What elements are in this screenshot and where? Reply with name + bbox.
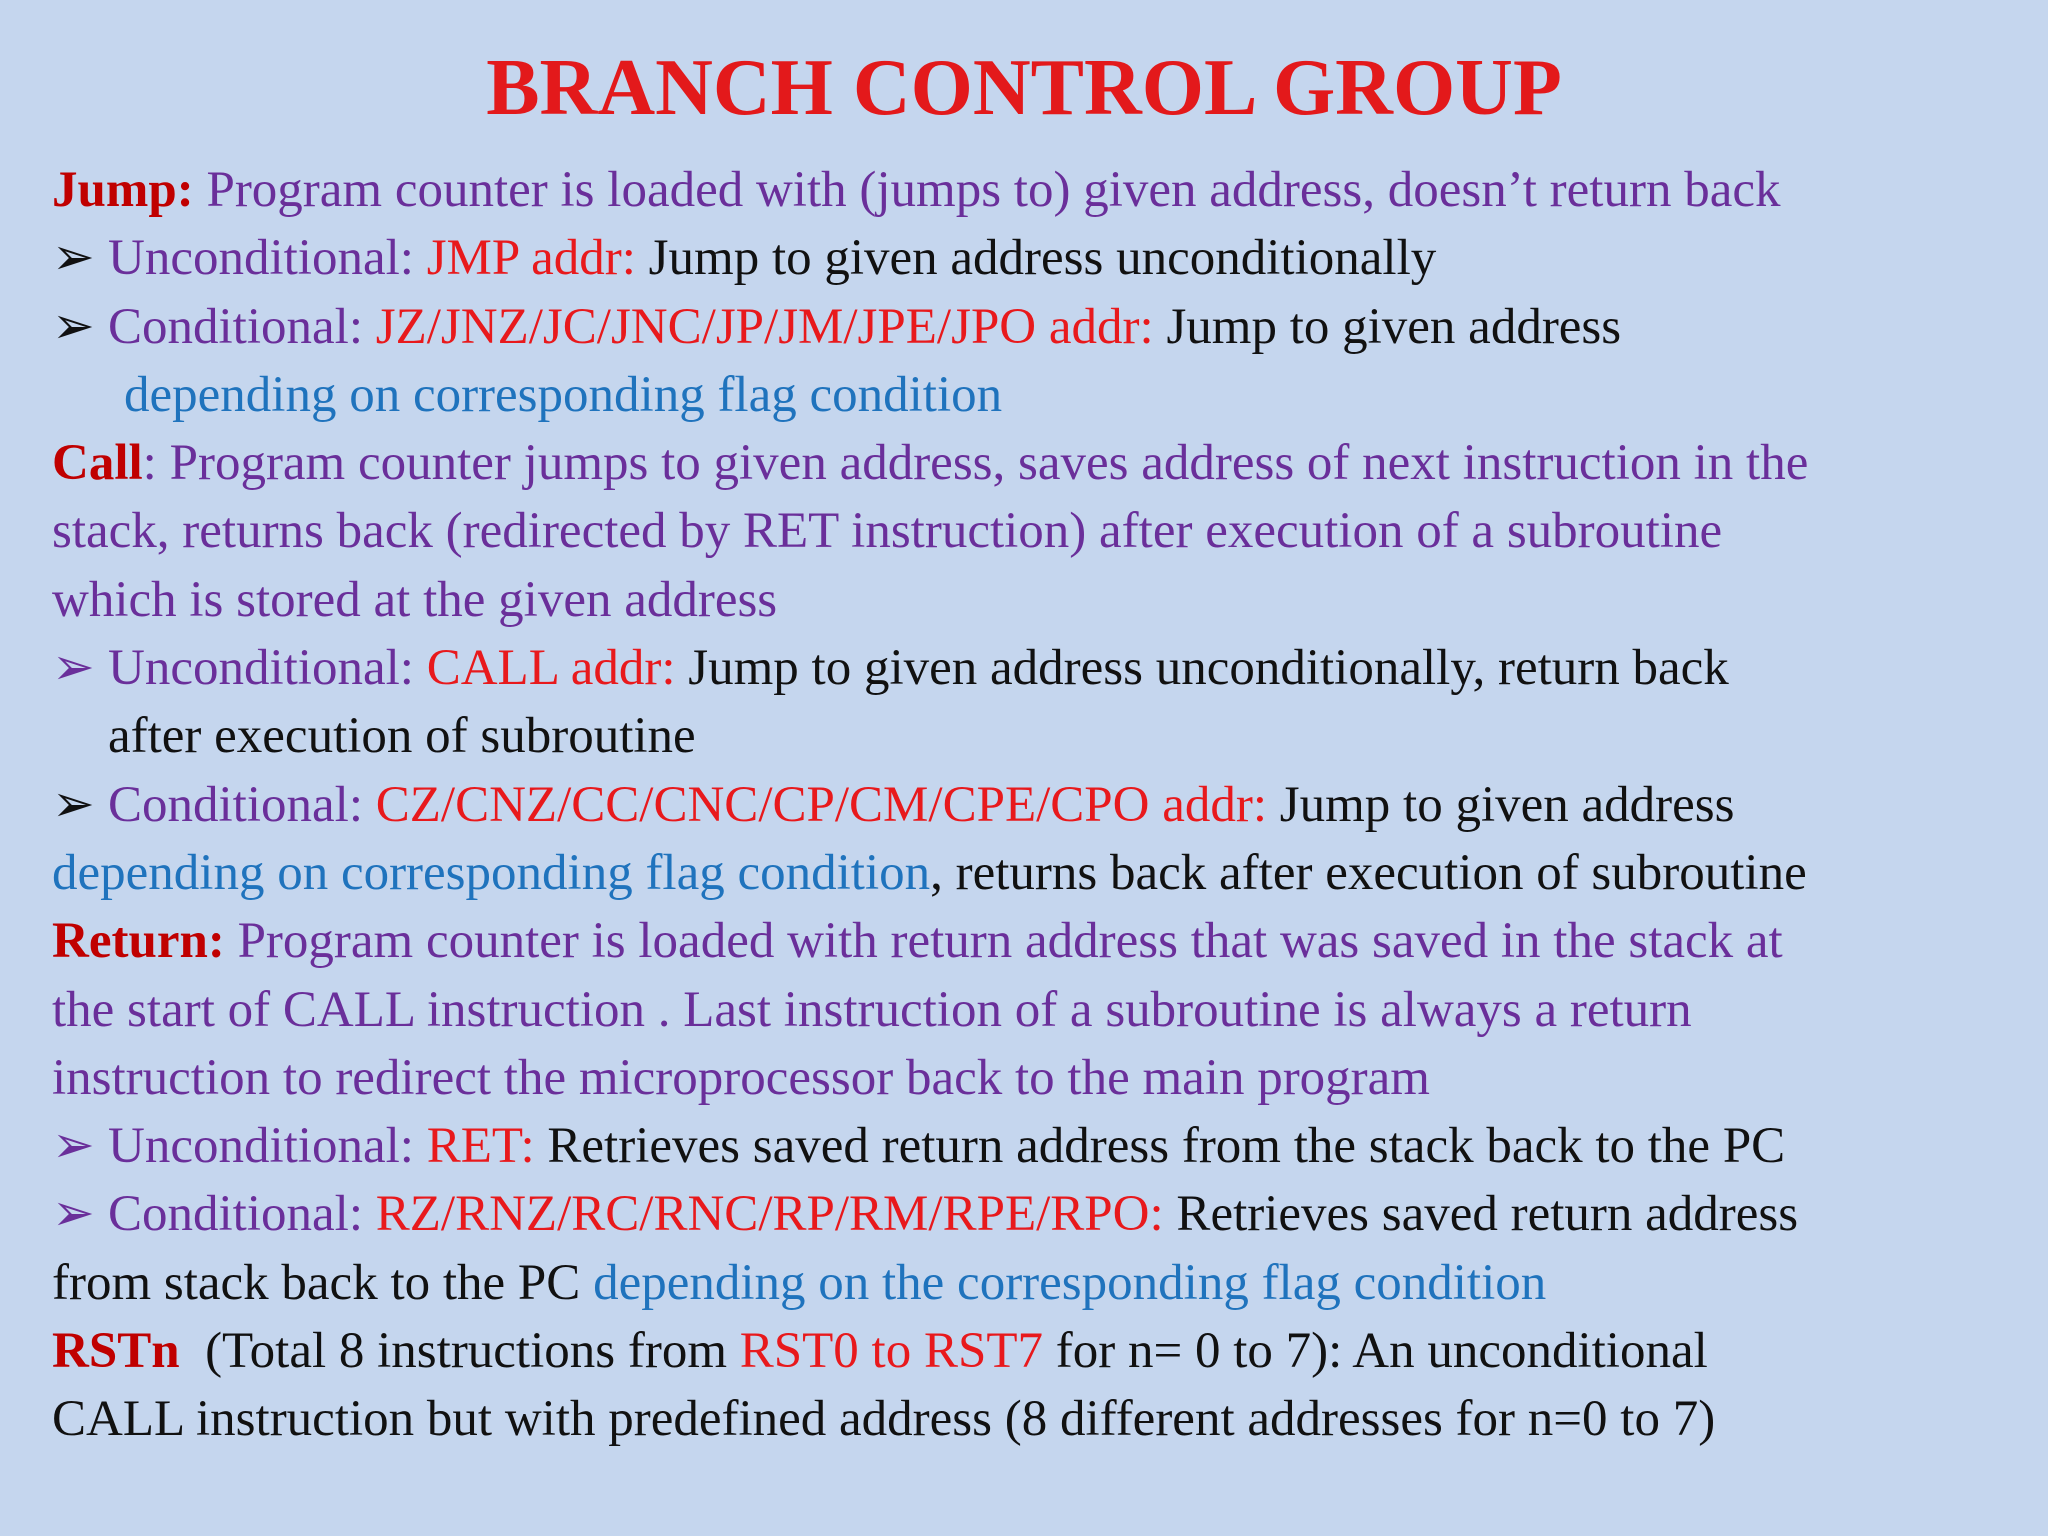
return-term: Return: [52, 913, 225, 970]
return-cond-desc: Retrieves saved return address [1163, 1186, 1799, 1243]
rst-term: RSTn [52, 1323, 180, 1380]
slide-title: BRANCH CONTROL GROUP [486, 44, 1562, 132]
call-term: Call [52, 435, 143, 492]
return-conditional [52, 1180, 2042, 1248]
call-uncond-label: Unconditional: [108, 640, 427, 697]
rst-pre: (Total 8 instructions from [179, 1323, 740, 1380]
call-cond-desc2: , returns back after execution of subroutine [930, 844, 1807, 901]
return-cond-instr: RZ/RNZ/RC/RNC/RP/RM/RPE/RPO: [375, 1186, 1164, 1243]
call-uncond-desc2: after execution of subroutine [108, 708, 696, 765]
bullet-arrow-icon: ➢ [52, 640, 95, 697]
rst-definition [52, 1317, 2042, 1385]
return-desc-line2: the start of CALL instruction . Last instruction of a subroutine is always a return [52, 981, 1692, 1038]
return-definition [52, 907, 2042, 975]
call-desc-line2: stack, returns back (redirected by RET instruction) after execution of a subroutine [52, 503, 1723, 560]
call-desc-line1: : Program counter jumps to given address, saves address of next instruction in the [142, 435, 1809, 492]
return-cond-label: Conditional: [108, 1186, 376, 1243]
call-cond-instr: CZ/CNZ/CC/CNC/CP/CM/CPE/CPO addr: [375, 776, 1268, 833]
jump-cond-label: Conditional: [108, 298, 376, 355]
jump-desc: Program counter is loaded with (jumps to) given address, doesn’t return back [193, 162, 1781, 218]
jump-cond-desc: Jump to given address [1153, 298, 1622, 355]
jump-cond-instr: JZ/JNZ/JC/JNC/JP/JM/JPE/JPO addr: [375, 298, 1154, 355]
return-unconditional [52, 1112, 2042, 1180]
jump-conditional [52, 293, 2042, 361]
jump-unconditional [52, 224, 2042, 292]
bullet-arrow-icon: ➢ [52, 1118, 95, 1175]
call-uncond-desc: Jump to given address unconditionally, return back [675, 640, 1729, 697]
jump-uncond-label: Unconditional: [108, 230, 427, 287]
call-cond-label: Conditional: [108, 776, 376, 833]
call-conditional [52, 771, 2042, 839]
call-conditional-flag [52, 839, 2042, 907]
jump-uncond-desc: Jump to given address unconditionally [635, 230, 1437, 287]
bullet-arrow-icon: ➢ [52, 1186, 95, 1243]
call-cond-desc: Jump to given address [1267, 776, 1735, 833]
rst-line2: CALL instruction but with predefined address (8 different addresses for n=0 to 7) [52, 1391, 1716, 1448]
return-uncond-label: Unconditional: [108, 1118, 427, 1175]
jump-cond-flag: depending on corresponding flag condition [124, 366, 1003, 423]
return-conditional-line2 [52, 1249, 2042, 1317]
bullet-arrow-icon: ➢ [52, 298, 95, 355]
jump-definition [52, 156, 2042, 224]
call-unconditional [52, 634, 2042, 702]
return-uncond-instr: RET: [426, 1118, 535, 1175]
return-uncond-desc: Retrieves saved return address from the stack back to the PC [534, 1118, 1786, 1175]
rst-range: RST0 to RST7 [739, 1323, 1044, 1380]
jump-term: Jump: [52, 162, 194, 218]
return-cond-flag: depending on the corresponding flag condition [593, 1254, 1547, 1311]
call-uncond-instr: CALL addr: [426, 640, 676, 697]
return-cond-desc2: from stack back to the PC [52, 1254, 594, 1311]
return-desc-line3: instruction to redirect the microprocessor back to the main program [52, 1049, 1430, 1106]
jump-conditional-flag [52, 361, 2042, 429]
call-definition [52, 429, 2042, 497]
slide-body [52, 156, 2042, 1454]
return-desc-line1: Program counter is loaded with return address that was saved in the stack at [224, 913, 1783, 970]
call-desc-line3: which is stored at the given address [52, 571, 778, 628]
rst-post: for n= 0 to 7): An unconditional [1043, 1323, 1708, 1380]
call-cond-flag: depending on corresponding flag condition [52, 844, 931, 901]
bullet-arrow-icon: ➢ [52, 230, 95, 287]
bullet-arrow-icon: ➢ [52, 776, 95, 833]
jump-uncond-instr: JMP addr: [426, 230, 636, 287]
